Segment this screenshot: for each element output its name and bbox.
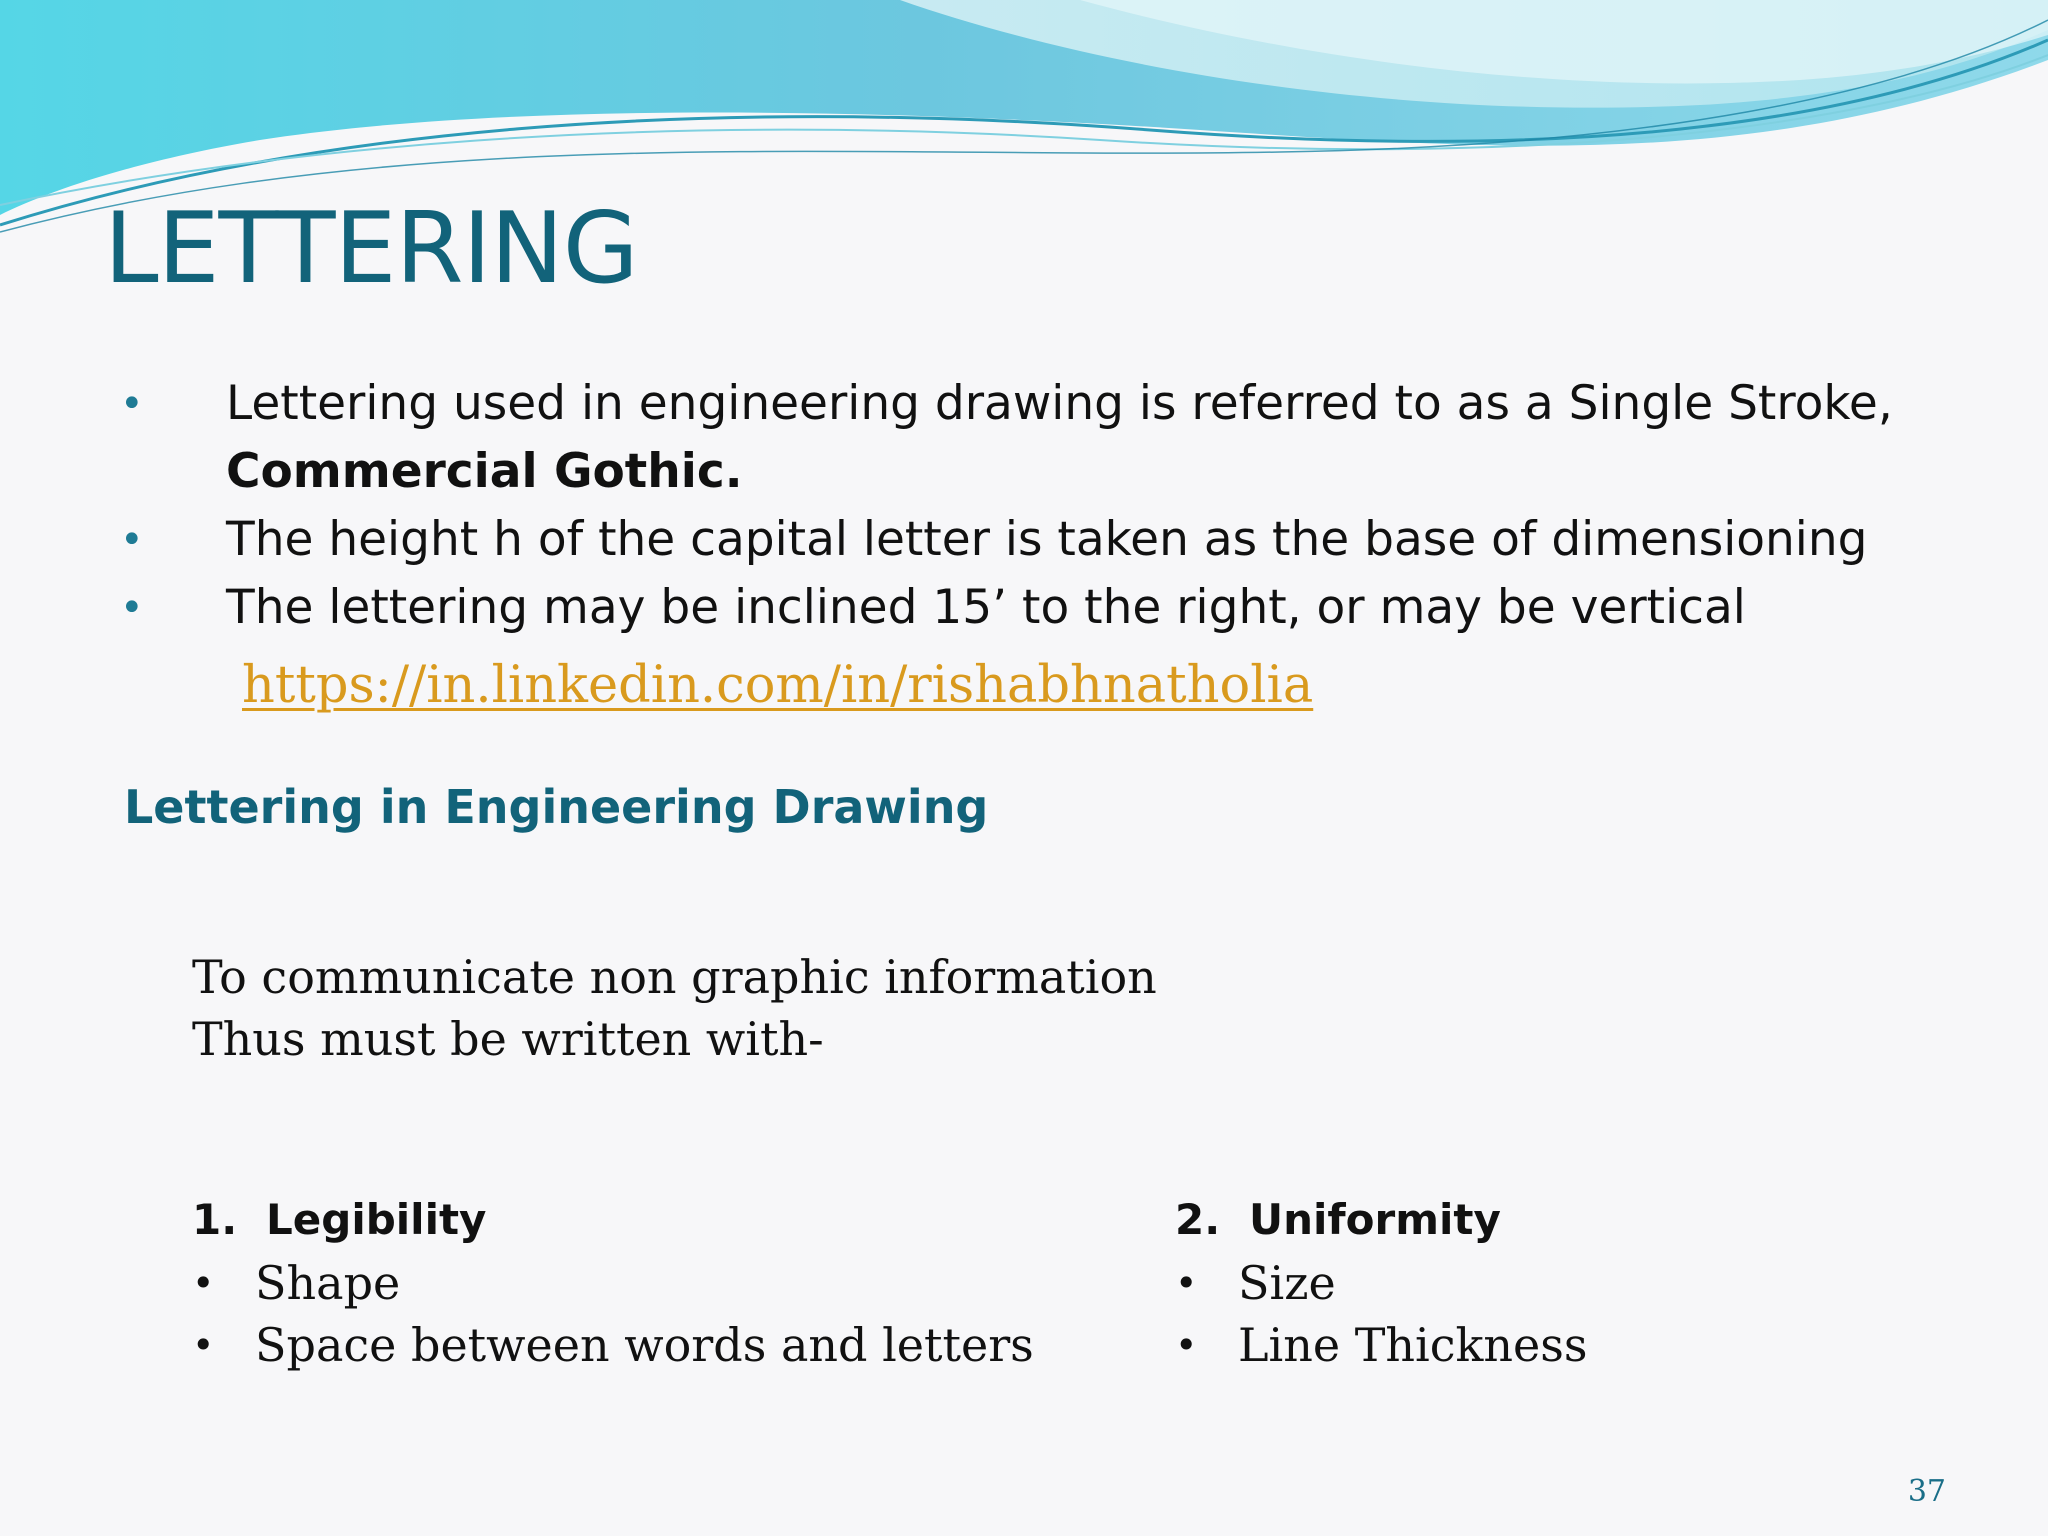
bullet-icon: •	[120, 517, 144, 563]
bullet-text: Lettering used in engineering drawing is referred to as a Single Stroke,	[226, 376, 1893, 431]
column-number: 1.	[192, 1195, 238, 1244]
list-item-text: Size	[1238, 1256, 1336, 1310]
bullet-icon: •	[1175, 1261, 1198, 1305]
list-item	[1175, 1314, 1587, 1376]
column-number: 2.	[1175, 1195, 1221, 1244]
intro-text	[192, 946, 1157, 1070]
column-heading	[1175, 1190, 1587, 1250]
intro-line: To communicate non graphic information	[192, 950, 1157, 1004]
list-item-text: Shape	[255, 1256, 401, 1310]
list-item	[192, 1252, 1034, 1314]
intro-line: Thus must be written with-	[192, 1012, 824, 1066]
uniformity-column	[1175, 1190, 1587, 1376]
slide-title: LETTERING	[104, 192, 638, 306]
bullet-icon: •	[192, 1323, 215, 1367]
list-item	[1175, 1252, 1587, 1314]
column-list	[1175, 1252, 1587, 1376]
bullet-icon: •	[192, 1261, 215, 1305]
bullet-item	[120, 370, 1980, 506]
legibility-column	[192, 1190, 1034, 1376]
column-heading-text: Legibility	[266, 1195, 487, 1244]
page-number: 37	[1907, 1474, 1946, 1509]
bullet-list	[120, 370, 1980, 642]
linkedin-link[interactable]: https://in.linkedin.com/in/rishabhnatholia	[242, 656, 1314, 715]
bullet-text: The lettering may be inclined 15’ to the right, or may be vertical	[226, 580, 1746, 635]
bullet-bold-text: Commercial Gothic.	[226, 444, 743, 499]
bullet-item	[120, 506, 1980, 574]
section-subheading: Lettering in Engineering Drawing	[124, 780, 989, 834]
column-list	[192, 1252, 1034, 1376]
list-item	[192, 1314, 1034, 1376]
bullet-icon: •	[1175, 1323, 1198, 1367]
bullet-icon: •	[120, 585, 144, 631]
bullet-icon: •	[120, 381, 144, 427]
list-item-text: Line Thickness	[1238, 1318, 1588, 1372]
bullet-text: The height h of the capital letter is taken as the base of dimensioning	[226, 512, 1868, 567]
column-heading-text: Uniformity	[1249, 1195, 1501, 1244]
column-heading	[192, 1190, 1034, 1250]
list-item-text: Space between words and letters	[255, 1318, 1034, 1372]
bullet-item	[120, 574, 1980, 642]
